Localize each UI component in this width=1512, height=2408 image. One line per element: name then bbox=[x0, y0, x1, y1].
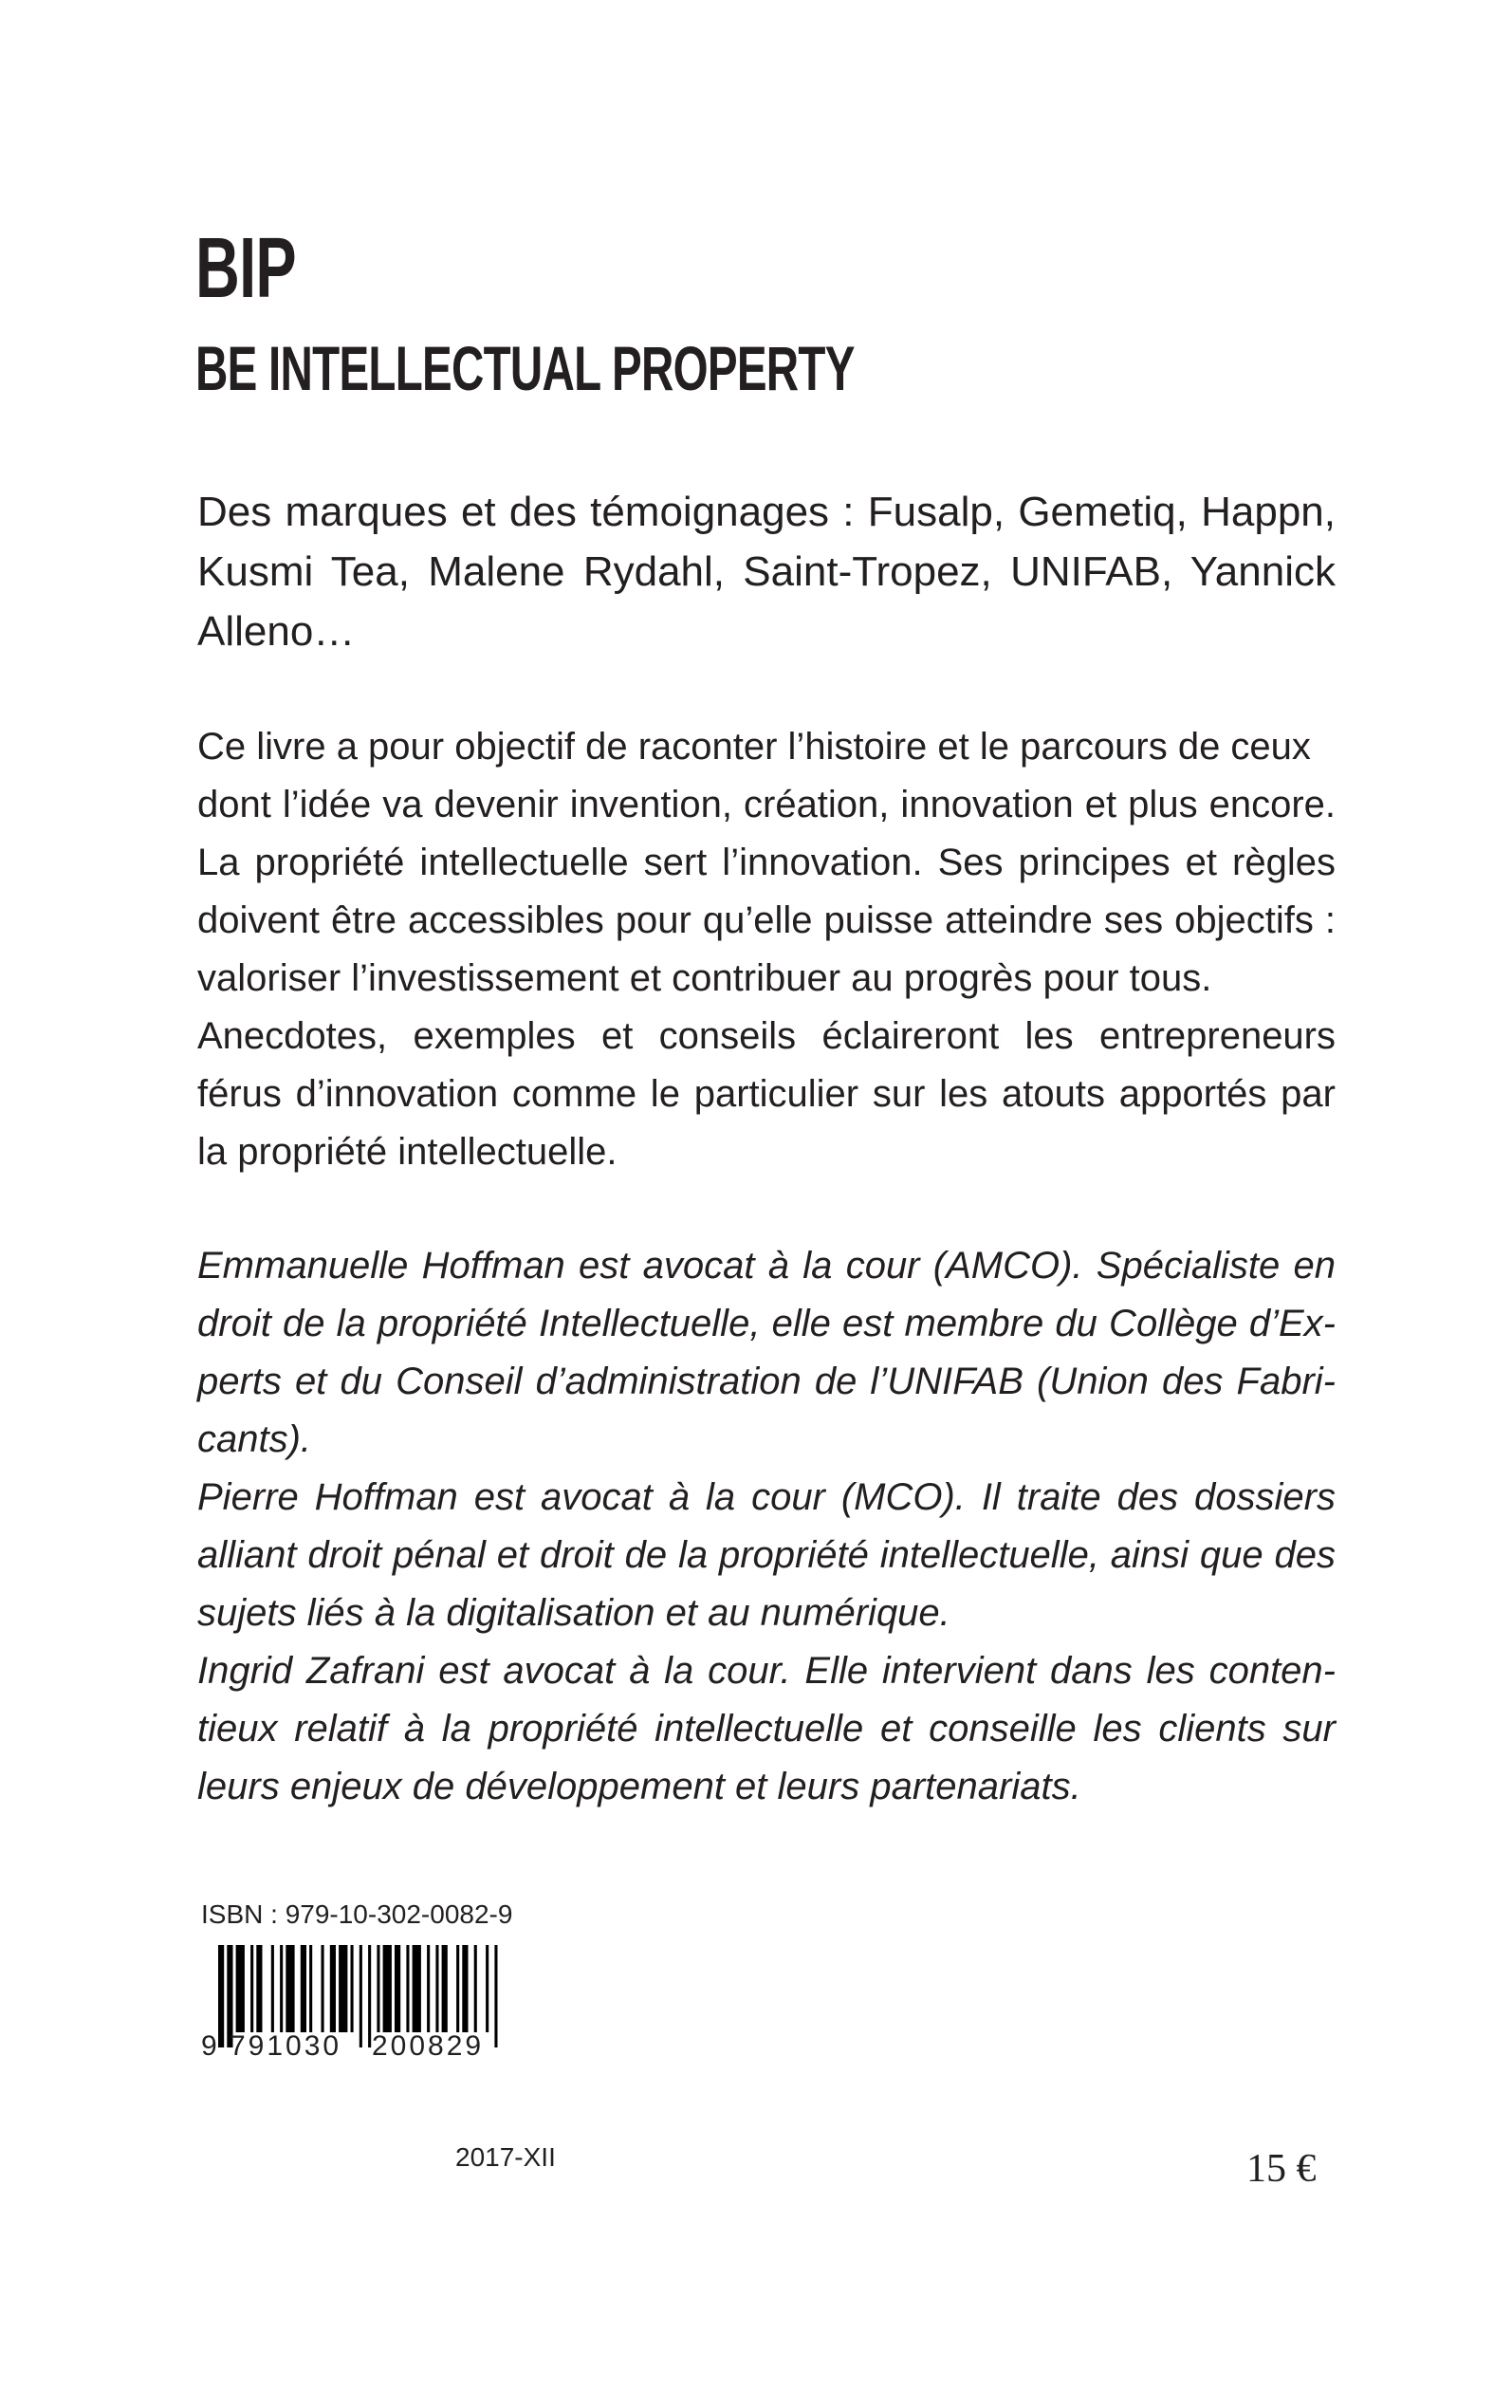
authors-line: tieux relatif à la propriété intellectuelle et conseille les clients sur bbox=[197, 1708, 1336, 1750]
authors-line: perts et du Conseil d’administration de l’UNIFAB (Union des Fabri- bbox=[197, 1361, 1336, 1402]
authors-line: leurs enjeux de développement et leurs partenariats. bbox=[197, 1766, 1081, 1807]
barcode-left-group: 791030 bbox=[230, 2030, 342, 2062]
barcode-bar bbox=[271, 1945, 274, 2032]
brands-paragraph bbox=[197, 482, 1336, 661]
authors-line: Pierre Hoffman est avocat à la cour (MCO). Il traite des dossiers bbox=[197, 1476, 1336, 1518]
barcode-bar bbox=[250, 1945, 253, 2032]
barcode-bar bbox=[383, 1945, 392, 2032]
description-line: valoriser l’investissement et contribuer au progrès pour tous. bbox=[197, 957, 1212, 999]
barcode-bar bbox=[377, 1945, 379, 2032]
barcode-bar bbox=[406, 1945, 409, 2032]
barcode-bar bbox=[474, 1945, 477, 2032]
description-line: dont l’idée va devenir invention, création, innovation et plus encore. bbox=[197, 784, 1336, 825]
book-subtitle: BE INTELLECTUAL PROPERTY bbox=[195, 333, 855, 403]
barcode-bar bbox=[330, 1945, 336, 2032]
barcode-bar bbox=[427, 1945, 430, 2032]
brands-line: Kusmi Tea, Malene Rydahl, Saint-Tropez, UNIFAB, Yannick bbox=[197, 548, 1336, 595]
description-paragraph bbox=[197, 718, 1336, 1181]
book-title: BIP bbox=[195, 221, 296, 316]
barcode-bar bbox=[442, 1945, 448, 2032]
barcode-bar bbox=[462, 1945, 468, 2032]
edition-code: 2017-XII bbox=[455, 2142, 556, 2172]
authors-line: Ingrid Zafrani est avocat à la cour. Elle intervient dans les conten- bbox=[197, 1650, 1336, 1692]
authors-paragraph bbox=[197, 1237, 1336, 1816]
description-line: la propriété intellectuelle. bbox=[197, 1131, 618, 1173]
barcode-bar bbox=[301, 1945, 306, 2032]
price: 15 € bbox=[1246, 2147, 1317, 2191]
brands-line: Alleno… bbox=[197, 608, 356, 655]
barcode-right-group: 200829 bbox=[372, 2030, 485, 2062]
description-line: Anecdotes, exemples et conseils éclaireront les entrepreneurs bbox=[197, 1015, 1336, 1057]
description-line: férus d’innovation comme le particulier sur les atouts apportés par bbox=[197, 1073, 1336, 1115]
barcode-bar bbox=[494, 1945, 497, 2047]
description-line: Ce livre a pour objectif de raconter l’histoire et le parcours de ceux bbox=[197, 726, 1311, 768]
authors-line: cants). bbox=[197, 1418, 312, 1460]
barcode-bar bbox=[236, 1945, 245, 2032]
barcode-bar bbox=[360, 1945, 362, 2047]
brands-line: Des marques et des témoignages : Fusalp, Gemetiq, Happn, bbox=[197, 489, 1336, 535]
barcode-bar bbox=[368, 1945, 371, 2047]
description-line: La propriété intellectuelle sert l’innovation. Ses principes et règles bbox=[197, 842, 1336, 883]
barcode-bar bbox=[286, 1945, 294, 2032]
barcode-bar bbox=[218, 1945, 224, 2047]
barcode-bar bbox=[322, 1945, 324, 2032]
barcode-bar bbox=[413, 1945, 421, 2032]
barcode-bar bbox=[395, 1945, 400, 2032]
authors-line: alliant droit pénal et droit de la propriété intellectuelle, ainsi que des bbox=[197, 1534, 1336, 1576]
isbn-number: ISBN : 979-10-302-0082-9 bbox=[201, 1899, 513, 1929]
barcode-bar bbox=[435, 1945, 438, 2032]
authors-line: Emmanuelle Hoffman est avocat à la cour (AMCO). Spécialiste en bbox=[197, 1245, 1336, 1287]
barcode-bar bbox=[351, 1945, 354, 2032]
barcode-bar bbox=[309, 1945, 312, 2032]
barcode-bar bbox=[339, 1945, 347, 2032]
barcode-bar bbox=[256, 1945, 262, 2032]
authors-line: droit de la propriété Intellectuelle, elle est membre du Collège d’Ex- bbox=[197, 1303, 1336, 1344]
barcode-first-digit: 9 bbox=[201, 2030, 217, 2062]
authors-line: sujets liés à la digitalisation et au numérique. bbox=[197, 1592, 950, 1634]
description-line: doivent être accessibles pour qu’elle puisse atteindre ses objectifs : bbox=[197, 899, 1336, 941]
barcode-bar bbox=[456, 1945, 459, 2032]
barcode-bar bbox=[486, 1945, 489, 2032]
barcode-bar bbox=[280, 1945, 283, 2032]
